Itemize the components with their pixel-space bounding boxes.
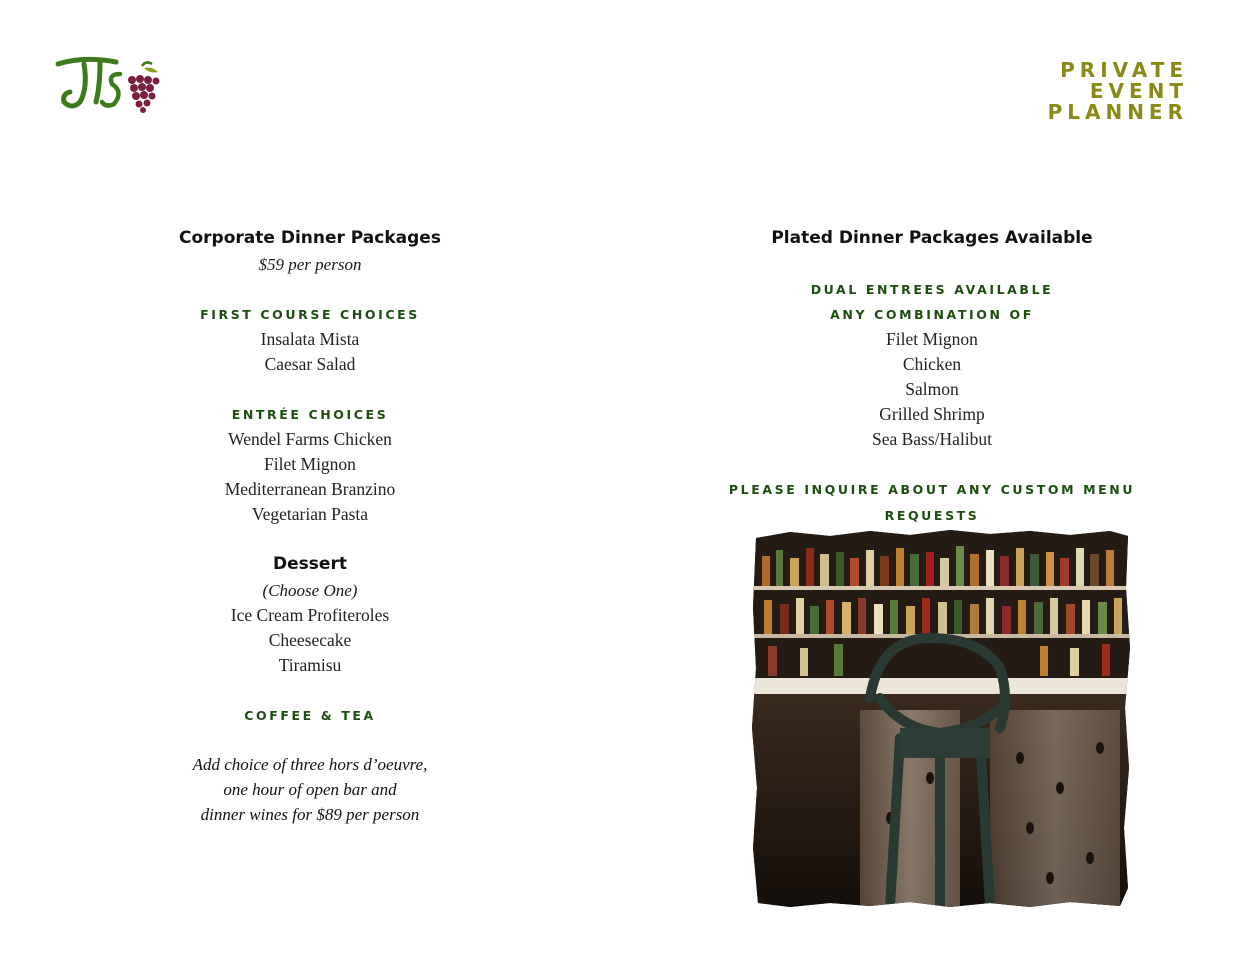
section-heading: Plated Dinner Packages Available	[771, 228, 1093, 248]
menu-item: Mediterranean Branzino	[224, 479, 396, 499]
menu-item: Grilled Shrimp	[879, 404, 985, 424]
addon-line: dinner wines for $89 per person	[200, 805, 420, 824]
title-line: PLANNER	[1047, 100, 1188, 124]
menu-item: Ice Cream Profiteroles	[230, 605, 390, 625]
bar-photo	[750, 528, 1132, 908]
title-line: PRIVATE	[1060, 58, 1188, 82]
plated-packages-section	[690, 226, 1174, 523]
dessert-note: (Choose One)	[262, 581, 358, 600]
entree-label: ENTRÉE CHOICES	[231, 407, 389, 422]
private-event-planner-title	[1048, 60, 1188, 123]
menu-item: Caesar Salad	[264, 354, 356, 374]
menu-item: Chicken	[902, 354, 962, 374]
menu-item: Sea Bass/Halibut	[871, 429, 993, 449]
first-course-label: FIRST COURSE CHOICES	[200, 307, 420, 322]
menu-item: Wendel Farms Chicken	[228, 429, 392, 449]
menu-item: Salmon	[905, 379, 959, 399]
menu-item: Filet Mignon	[886, 329, 978, 349]
addon-line: Add choice of three hors d’oeuvre,	[192, 755, 428, 774]
title-line: EVENT	[1089, 79, 1188, 103]
dual-entrees-label: DUAL ENTREES AVAILABLE	[810, 282, 1054, 297]
menu-item: Vegetarian Pasta	[251, 504, 369, 524]
coffee-tea-label: COFFEE & TEA	[244, 708, 376, 723]
bar-photo-illustration	[750, 528, 1132, 908]
menu-item: Cheesecake	[268, 630, 352, 650]
jts-logo-graphic	[54, 52, 164, 116]
menu-item: Tiramisu	[278, 655, 342, 675]
price-per-person: $59 per person	[258, 255, 362, 274]
dessert-heading: Dessert	[273, 554, 347, 574]
menu-item: Insalata Mista	[260, 329, 360, 349]
menu-item: Filet Mignon	[264, 454, 356, 474]
addon-line: one hour of open bar and	[223, 780, 397, 799]
jts-logo	[54, 52, 164, 116]
combination-label: ANY COMBINATION OF	[830, 307, 1034, 322]
section-heading: Corporate Dinner Packages	[179, 228, 441, 248]
custom-menu-note: PLEASE INQUIRE ABOUT ANY CUSTOM MENU REQUESTS	[728, 482, 1136, 523]
corporate-packages-section	[110, 226, 510, 827]
